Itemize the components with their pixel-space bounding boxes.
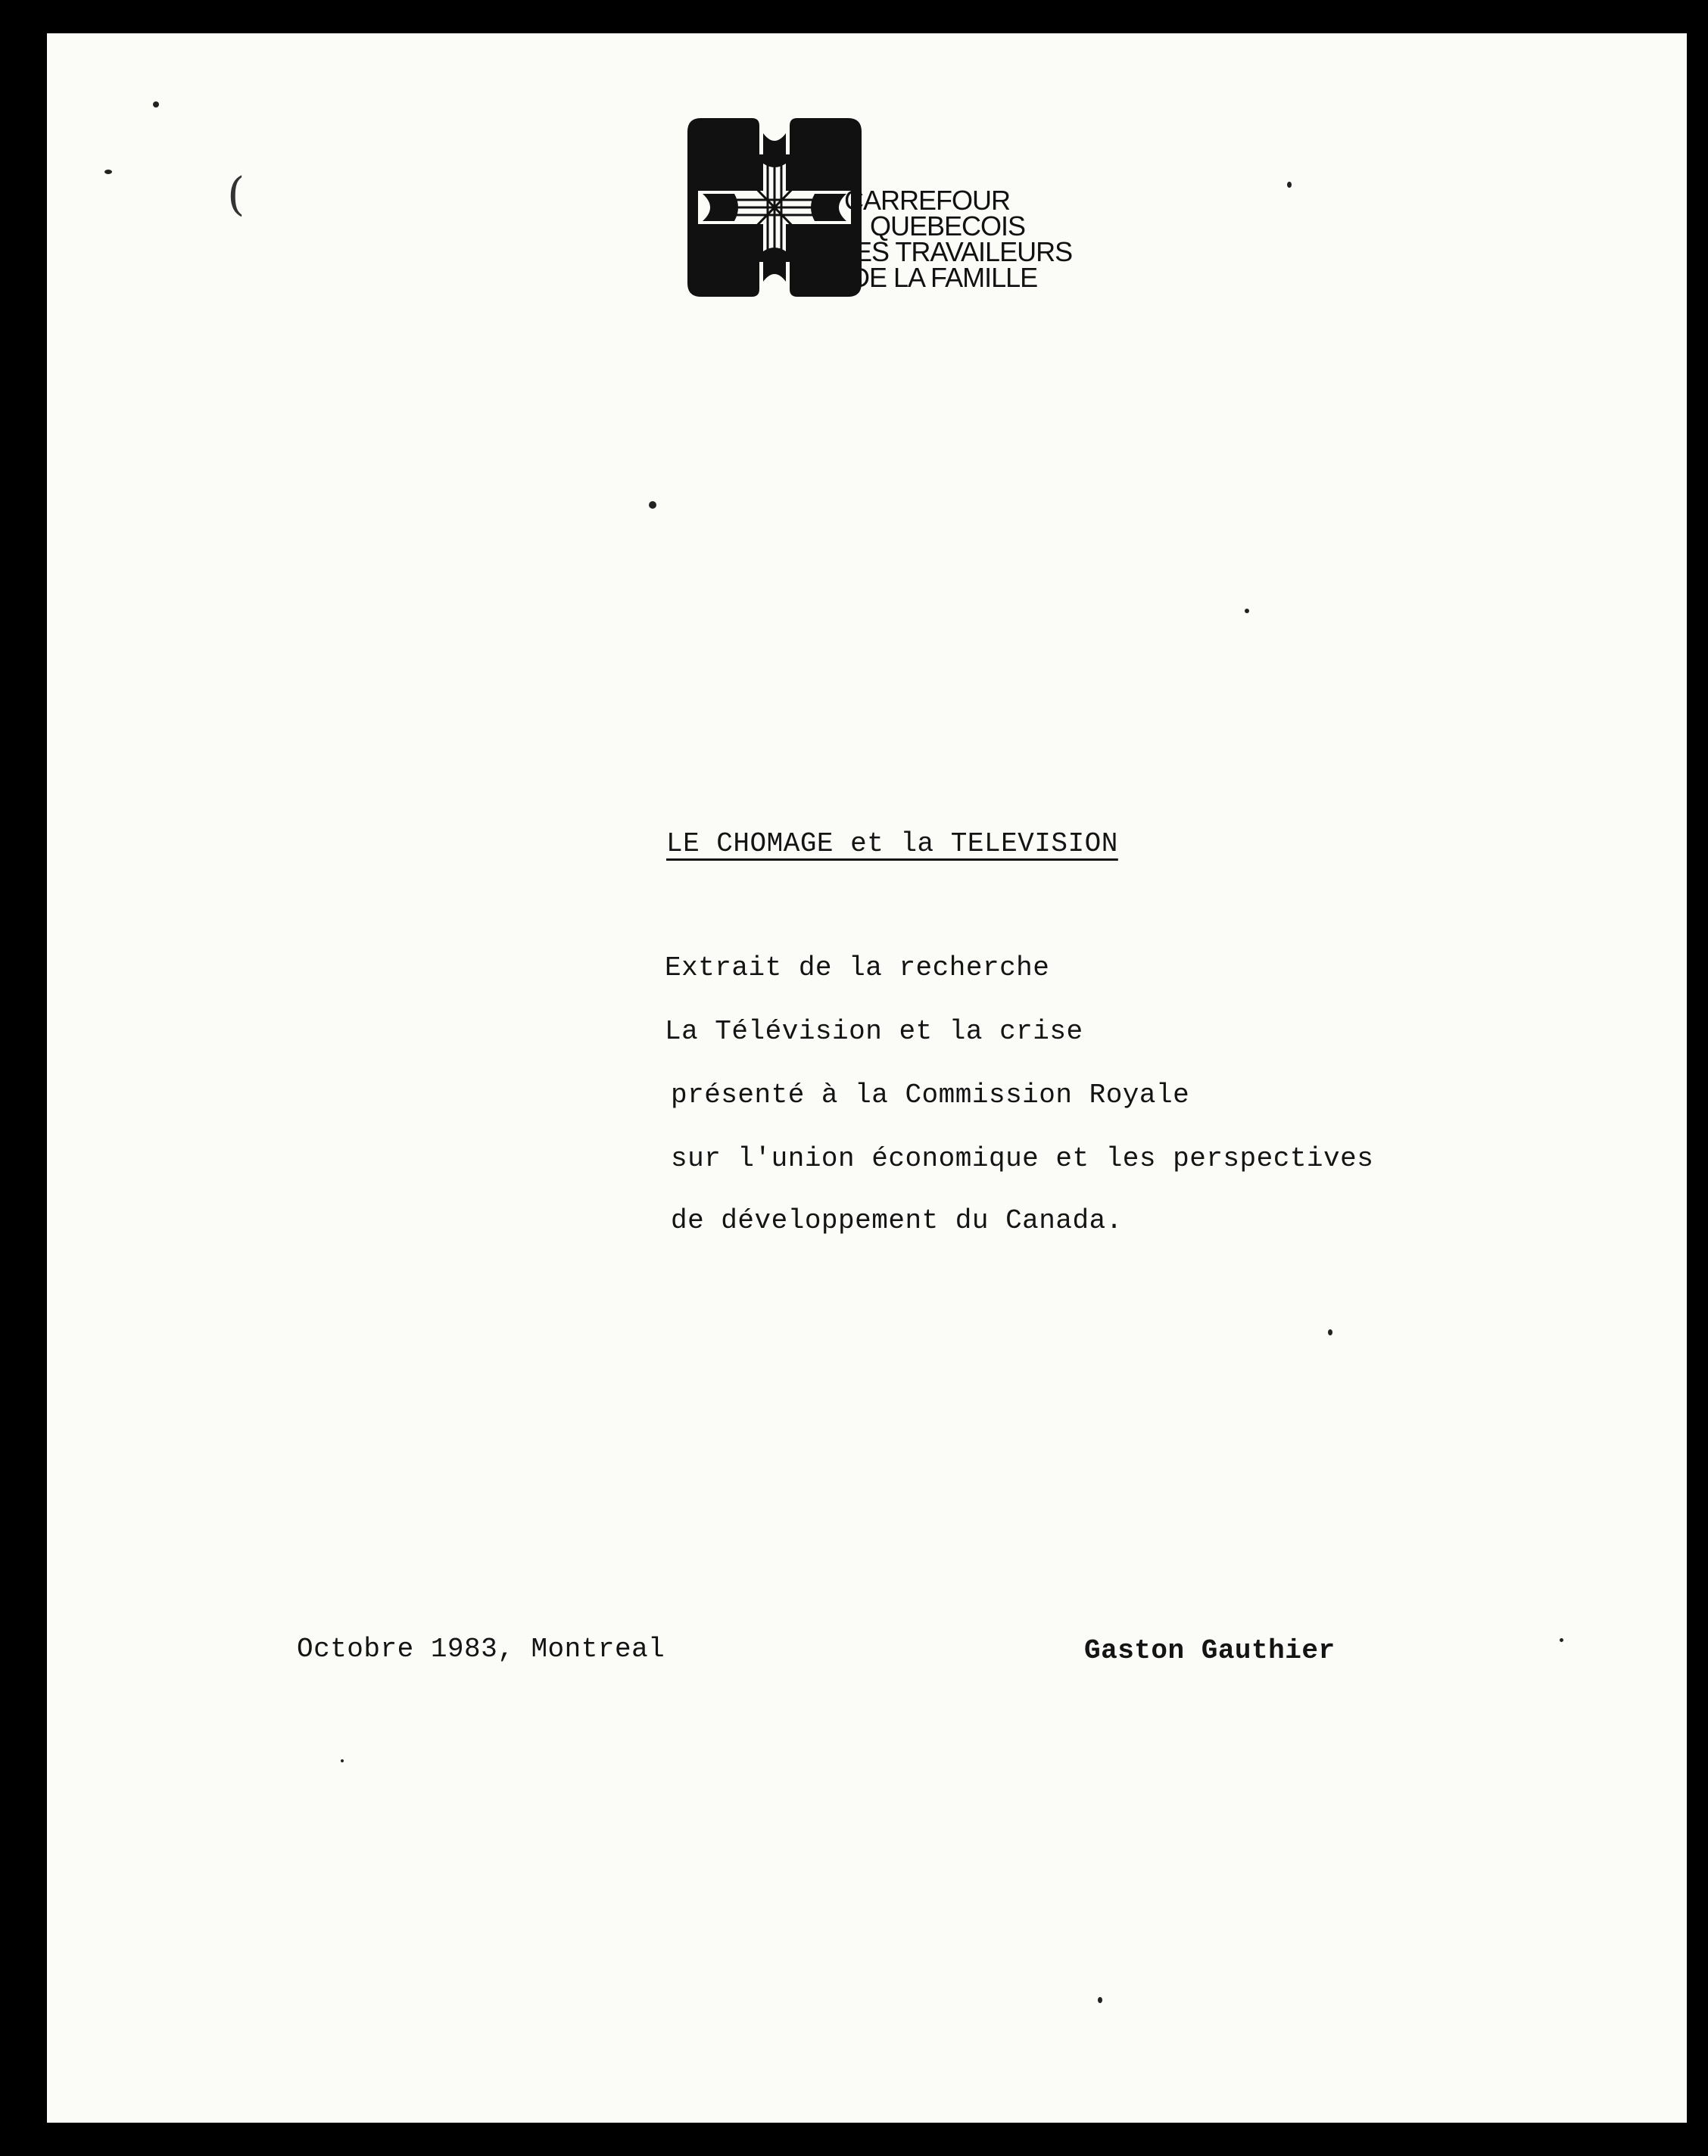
logo-wordmark [835,185,1073,293]
margin-mark: ( [227,168,245,221]
scan-speck [153,101,159,107]
body-line-4: sur l'union économique et les perspectives [671,1143,1374,1174]
date-place: Octobre 1983, Montreal [297,1634,665,1665]
scan-speck [1098,1997,1102,2003]
document-title: LE CHOMAGE et la TELEVISION [666,828,1118,859]
logo-line-2: QUEBECOIS [870,210,1026,241]
author-name: Gaston Gauthier [1084,1635,1336,1666]
scan-speck [649,501,656,509]
body-line-5: de développement du Canada. [671,1205,1123,1236]
body-line-1: Extrait de la recherche [665,952,1050,983]
scan-speck [1245,609,1249,613]
body-line-2: La Télévision et la crise [665,1016,1083,1047]
scan-speck [1287,182,1292,188]
logo-line-4: DE LA FAMILLE [850,262,1038,293]
organization-logo [687,118,1119,307]
logo-line-3: DES TRAVAILEURS [835,236,1073,267]
document-page [47,33,1687,2123]
logo-line-1: CARREFOUR [844,185,1011,216]
scan-speck [341,1759,344,1762]
body-line-3: présenté à la Commission Royale [671,1080,1190,1111]
scan-speck [104,170,112,174]
scan-speck [1328,1329,1332,1335]
scan-speck [1560,1638,1563,1642]
